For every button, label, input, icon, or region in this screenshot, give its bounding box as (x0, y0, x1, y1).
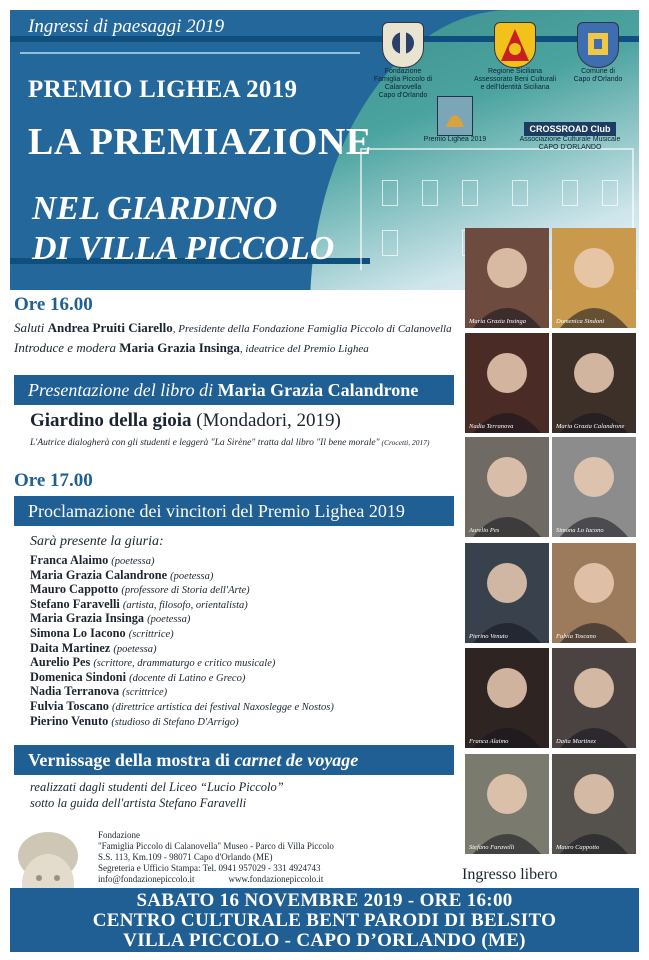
jury-portrait (465, 754, 549, 854)
event-series-title: Ingressi di paesaggi 2019 (28, 16, 225, 37)
portrait-icon (465, 543, 549, 643)
portrait-icon (552, 333, 636, 433)
jury-portrait (465, 333, 549, 433)
logo-fondazione: Fondazione Famiglia Piccolo di Calanovella Capo d'Orlando (360, 22, 446, 100)
event-venue: CENTRO CULTURALE BENT PARODI DI BELSITO (92, 910, 557, 931)
list-item: Aurelio Pes (scrittore, drammaturgo e critico musicale) (30, 655, 276, 670)
jury-portrait (465, 543, 549, 643)
portrait-icon (465, 648, 549, 748)
divider (20, 52, 360, 54)
portrait-icon (552, 754, 636, 854)
email-link[interactable]: info@fondazionepiccolo.it (98, 874, 195, 884)
vernissage-line1: realizzati dagli studenti del Liceo “Lucio Piccolo” (30, 780, 284, 794)
jury-portrait (465, 648, 549, 748)
list-item: Simona Lo Iacono (scrittrice) (30, 625, 174, 640)
portrait-caption: Maria Grazia Calandrone (556, 423, 625, 430)
list-item: Stefano Faravelli (artista, filosofo, orientalista) (30, 596, 248, 611)
portrait-icon (552, 228, 636, 328)
portrait-icon (552, 648, 636, 748)
book-note: L'Autrice dialogherà con gli studenti e leggerà "La Sirène" tratta dal libro "Il bene morale" (Crocetti, 2017) (30, 438, 430, 448)
list-item: Franca Alaimo (poetessa) (30, 553, 155, 567)
trinacria-icon (494, 22, 536, 68)
portrait-icon (552, 543, 636, 643)
jury-portrait (552, 437, 636, 537)
portrait-caption: Franca Alaimo (469, 738, 509, 745)
vernissage-line2: sotto la guida dell'artista Stefano Faravelli (30, 796, 247, 810)
award-name: PREMIO LIGHEA 2019 (28, 76, 298, 103)
time-1700: Ore 17.00 (14, 470, 93, 491)
free-entry-label: Ingresso libero (462, 866, 558, 883)
list-item: Mauro Cappotto (professore di Storia dell'Arte) (30, 582, 250, 597)
portrait-caption: Stefano Faravelli (469, 844, 515, 851)
list-item: Nadia Terranova (scrittrice) (30, 684, 168, 699)
portrait-caption: Simona Lo Iacono (556, 527, 604, 534)
jury-portrait (552, 228, 636, 328)
time-1600: Ore 16.00 (14, 294, 93, 315)
foundation-contact: Fondazione "Famiglia Piccolo di Calanovella" Museo - Parco di Villa Piccolo S.S. 113, Km.109 - 98071 Capo d'Orlando (ME) Segreteria e Ufficio Stampa: Tel. 0941 957029 - 331 4924743 info@fondazionepiccolo.it www.fondazionepiccolo.it (98, 830, 334, 884)
jury-portrait (465, 437, 549, 537)
portrait-caption: Fulvia Toscano (556, 633, 597, 640)
portrait-caption: Mauro Cappotto (556, 844, 600, 851)
portrait-caption: Domenica Sindoni (556, 318, 605, 325)
portrait-caption: Daita Martinez (556, 738, 596, 745)
list-item: Maria Grazia Insinga (poetessa) (30, 611, 191, 626)
list-item: Domenica Sindoni (docente di Latino e Greco) (30, 669, 246, 684)
event-date: SABATO 16 NOVEMBRE 2019 - ORE 16:00 (136, 890, 513, 911)
crest-icon (382, 22, 424, 68)
logo-premio-lighea: Premio Lighea 2019 (420, 96, 490, 144)
portrait-icon (465, 228, 549, 328)
portrait-icon (465, 437, 549, 537)
proclamation-bar: Proclamazione dei vincitori del Premio Lighea 2019 (14, 496, 454, 526)
list-item: Pierino Venuto (studioso di Stefano D'Arrigo) (30, 713, 239, 728)
subtitle-line1: NEL GIARDINO (32, 190, 278, 227)
logo-regione: Regione Siciliana Assessorato Beni Culturali e dell'Identità Siciliana (465, 22, 565, 92)
jury-portrait (465, 228, 549, 328)
list-item: Daita Martinez (poetessa) (30, 640, 157, 655)
portrait-icon (465, 333, 549, 433)
logo-crossroad: CROSSROAD Club Associazione Culturale Musicale CAPO D'ORLANDO (519, 124, 621, 151)
portrait-caption: Maria Grazia Insinga (469, 318, 527, 325)
book-title-line: Giardino della gioia (Mondadori, 2019) (30, 410, 341, 431)
list-item: Maria Grazia Calandrone (poetessa) (30, 567, 214, 582)
mermaid-icon (437, 96, 473, 136)
subtitle-line2: DI VILLA PICCOLO (32, 230, 335, 267)
portrait-caption: Pierino Venuto (469, 633, 508, 640)
list-item: Fulvia Toscano (direttrice artistica dei festival Naxoslegge e Nostos) (30, 698, 334, 713)
jury-portrait (552, 543, 636, 643)
portrait-icon (552, 437, 636, 537)
portrait-caption: Aurelio Pes (469, 527, 500, 534)
jury-intro: Sarà presente la giuria: (30, 534, 164, 549)
jury-portrait (552, 754, 636, 854)
coat-of-arms-icon (577, 22, 619, 68)
book-presentation-bar: Presentazione del libro di Maria Grazia Calandrone (14, 375, 454, 405)
page-title: LA PREMIAZIONE (28, 121, 372, 163)
website-link[interactable]: www.fondazionepiccolo.it (228, 874, 324, 884)
vernissage-bar: Vernissage della mostra di carnet de voyage (14, 745, 454, 775)
portrait-caption: Nadia Terranova (469, 423, 514, 430)
jury-portrait (552, 333, 636, 433)
moderator-line: Introduce e modera Maria Grazia Insinga, ideatrice del Premio Lighea (14, 340, 369, 355)
event-location: VILLA PICCOLO - CAPO D’ORLANDO (ME) (123, 930, 526, 951)
logo-comune: Comune di Capo d'Orlando (565, 22, 631, 84)
greetings-line: Saluti Andrea Pruiti Ciarello, Presidente della Fondazione Famiglia Piccolo di Calanovella (14, 320, 452, 335)
portrait-icon (465, 754, 549, 854)
jury-list (30, 554, 334, 729)
jury-portrait (552, 648, 636, 748)
